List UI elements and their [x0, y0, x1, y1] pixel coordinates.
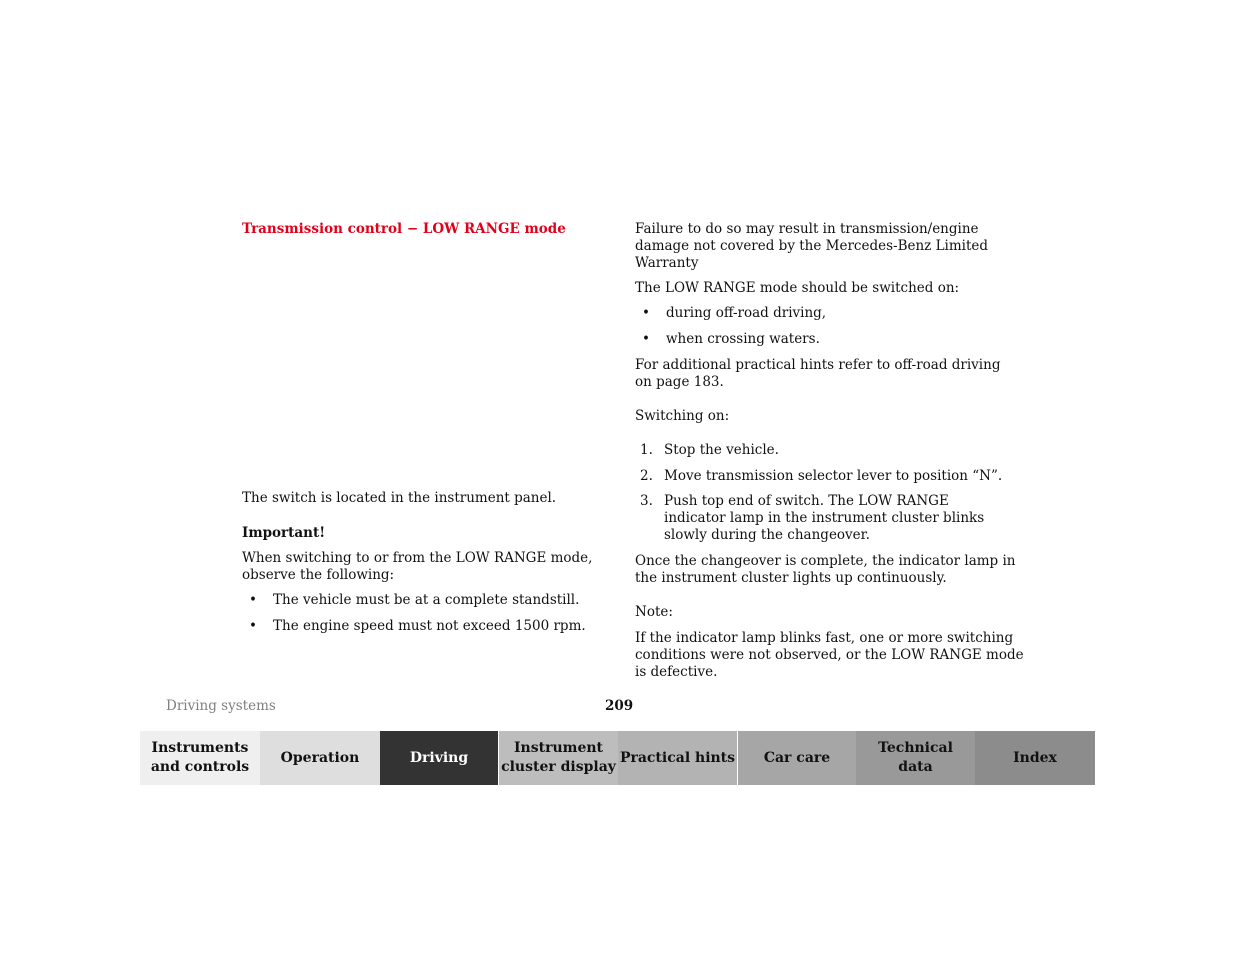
important-text-line-2: observe the following:: [242, 567, 395, 583]
tab-practical-hints[interactable]: [618, 731, 737, 785]
tab-label: Technical data: [878, 740, 953, 775]
switching-on-heading: Switching on:: [635, 408, 730, 424]
note-heading: Note:: [635, 604, 673, 620]
tab-label: Instrument cluster display: [501, 740, 616, 775]
tab-label: Car care: [763, 749, 831, 766]
tab-technical-data[interactable]: [856, 731, 975, 785]
tab-label: Driving: [409, 749, 469, 766]
failure-text-line-2: damage not covered by the Mercedes-Benz Limited: [635, 238, 989, 254]
page-number: 209: [605, 698, 634, 714]
tab-index[interactable]: [975, 731, 1095, 785]
bullet-icon: •: [249, 618, 257, 634]
tab-label: Practical hints: [619, 749, 736, 766]
bullet-icon: •: [642, 331, 650, 347]
note-text-line-3: is defective.: [635, 664, 718, 680]
step-text: Move transmission selector lever to position “N”.: [664, 468, 1003, 484]
tab-operation[interactable]: [260, 731, 380, 785]
step-text: Push top end of switch. The LOW RANGE indicator lamp in the instrument cluster blinks slowly during the changeover.: [664, 493, 985, 543]
bullet-icon: •: [642, 305, 650, 321]
switch-location-text: The switch is located in the instrument panel.: [242, 490, 557, 506]
tab-driving[interactable]: [380, 731, 498, 785]
footer-section-name: Driving systems: [166, 698, 276, 714]
hints-text-line-2: on page 183.: [635, 374, 724, 390]
switched-on-intro: The LOW RANGE mode should be switched on:: [635, 280, 960, 296]
bullet-icon: •: [249, 592, 257, 608]
note-text-line-1: If the indicator lamp blinks fast, one or more switching: [635, 630, 1014, 646]
important-heading: Important!: [242, 525, 326, 541]
step-number: 3.: [640, 493, 653, 509]
step-number: 2.: [640, 468, 653, 484]
failure-text-line-3: Warranty: [635, 255, 699, 271]
note-text-line-2: conditions were not observed, or the LOW RANGE mode: [635, 647, 1024, 663]
chapter-nav-bar: [140, 731, 1095, 785]
tab-instruments-and-controls[interactable]: [140, 731, 260, 785]
important-text-line-1: When switching to or from the LOW RANGE mode,: [242, 550, 593, 566]
tab-label: Instruments and controls: [150, 740, 250, 775]
tab-car-care[interactable]: [737, 731, 856, 785]
once-text-line-1: Once the changeover is complete, the indicator lamp in: [635, 553, 1016, 569]
tab-instrument-cluster-display[interactable]: [498, 731, 618, 785]
once-text-line-2: the instrument cluster lights up continuously.: [635, 570, 947, 586]
failure-text-line-1: Failure to do so may result in transmission/engine: [635, 221, 979, 237]
section-title: Transmission control − LOW RANGE mode: [242, 221, 566, 237]
tab-label: Index: [1013, 749, 1057, 766]
step-text: Stop the vehicle.: [664, 442, 779, 458]
tab-label: Operation: [280, 749, 360, 766]
hints-text-line-1: For additional practical hints refer to off-road driving: [635, 357, 1001, 373]
step-number: 1.: [640, 442, 653, 458]
